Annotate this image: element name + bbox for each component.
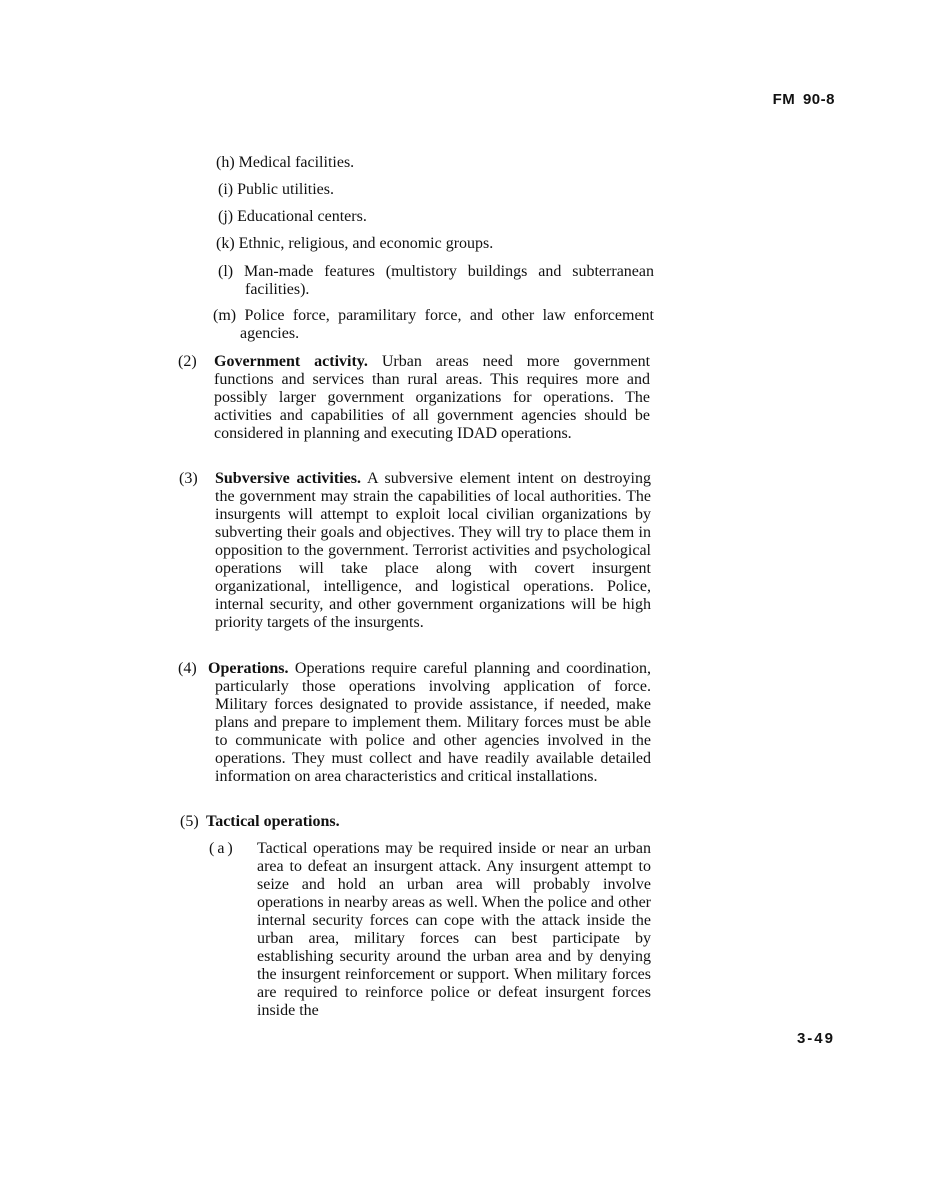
list-item-text: Police force, paramilitary force, and other law enforcement agencies.	[240, 307, 654, 342]
list-item-text: Public utilities.	[237, 181, 334, 198]
page-header-code: FM 90-8	[772, 91, 835, 108]
paragraph-government-activity	[178, 353, 651, 443]
paragraph-marker: (5)	[180, 813, 199, 830]
paragraph-title: Tactical operations.	[206, 813, 340, 830]
list-item-k	[216, 235, 656, 253]
list-item-marker: (h)	[216, 154, 235, 171]
paragraph-operations	[178, 660, 652, 786]
list-item-l	[218, 263, 654, 299]
paragraph-text: Urban areas need more government functions and services than rural areas. This requires more and possibly larger government organizations for operations. The activities and capabilities of all government agencies should be considered in planning and executing IDAD operations.	[214, 353, 651, 442]
paragraph-marker: (2)	[178, 353, 197, 370]
list-item-m	[213, 307, 654, 343]
paragraph-tactical-operations	[180, 813, 642, 831]
paragraph-text: Operations require careful planning and coordination, particularly those operations involving application of force. Military forces designated to provide assistance, if needed, make plans and prepare to implement them. Military forces must be able to communicate with police and other agencies involved in the operations. They must collect and have readily available detailed information on area characteristics and critical installations.	[215, 660, 652, 785]
list-item-text: Medical facilities.	[238, 154, 355, 171]
list-item-marker: (m)	[213, 307, 237, 324]
list-item-marker: (i)	[218, 181, 234, 198]
list-item-i	[218, 181, 658, 199]
list-item-marker: (l)	[218, 263, 234, 280]
paragraph-marker: (3)	[179, 470, 198, 487]
paragraph-title: Operations.	[208, 660, 289, 677]
list-item-marker: (j)	[218, 208, 234, 225]
paragraph-text: A subversive element intent on destroying the government may strain the capabilities of local authorities. The insurgents will attempt to exploit local civilian organizations by subverting their goals and objectives. They will try to place them in opposition to the government. Terrorist activities and psychological operations will take place along with covert insurgent organizational, intelligence, and logistical operations. Police, internal security, and other government organizations will be high priority targets of the insurgents.	[215, 470, 651, 631]
list-item-text: Man-made features (multistory buildings and subterranean facilities).	[244, 263, 654, 298]
list-item-j	[218, 208, 658, 226]
subparagraph-a	[209, 840, 651, 1020]
paragraph-title: Government activity.	[214, 353, 368, 370]
subparagraph-text: Tactical operations may be required inside or near an urban area to defeat an insurgent attack. Any insurgent attempt to seize and hold an urban area will probably involve operations in nearby areas as well. When the police and other internal security forces can cope with the attack inside the urban area, military forces can best participate by establishing security around the urban area and by denying the insurgent reinforcement or support. When military forces are required to reinforce police or defeat insurgent forces inside the	[257, 840, 651, 1019]
paragraph-title: Subversive activities.	[215, 470, 361, 487]
page-number: 3-49	[796, 1030, 835, 1047]
paragraph-subversive-activities	[179, 470, 651, 632]
list-item-marker: (k)	[216, 235, 235, 252]
subparagraph-marker: (a)	[209, 840, 236, 857]
list-item-text: Ethnic, religious, and economic groups.	[238, 235, 494, 252]
list-item-h	[216, 154, 656, 172]
list-item-text: Educational centers.	[237, 208, 367, 225]
paragraph-marker: (4)	[178, 660, 197, 677]
